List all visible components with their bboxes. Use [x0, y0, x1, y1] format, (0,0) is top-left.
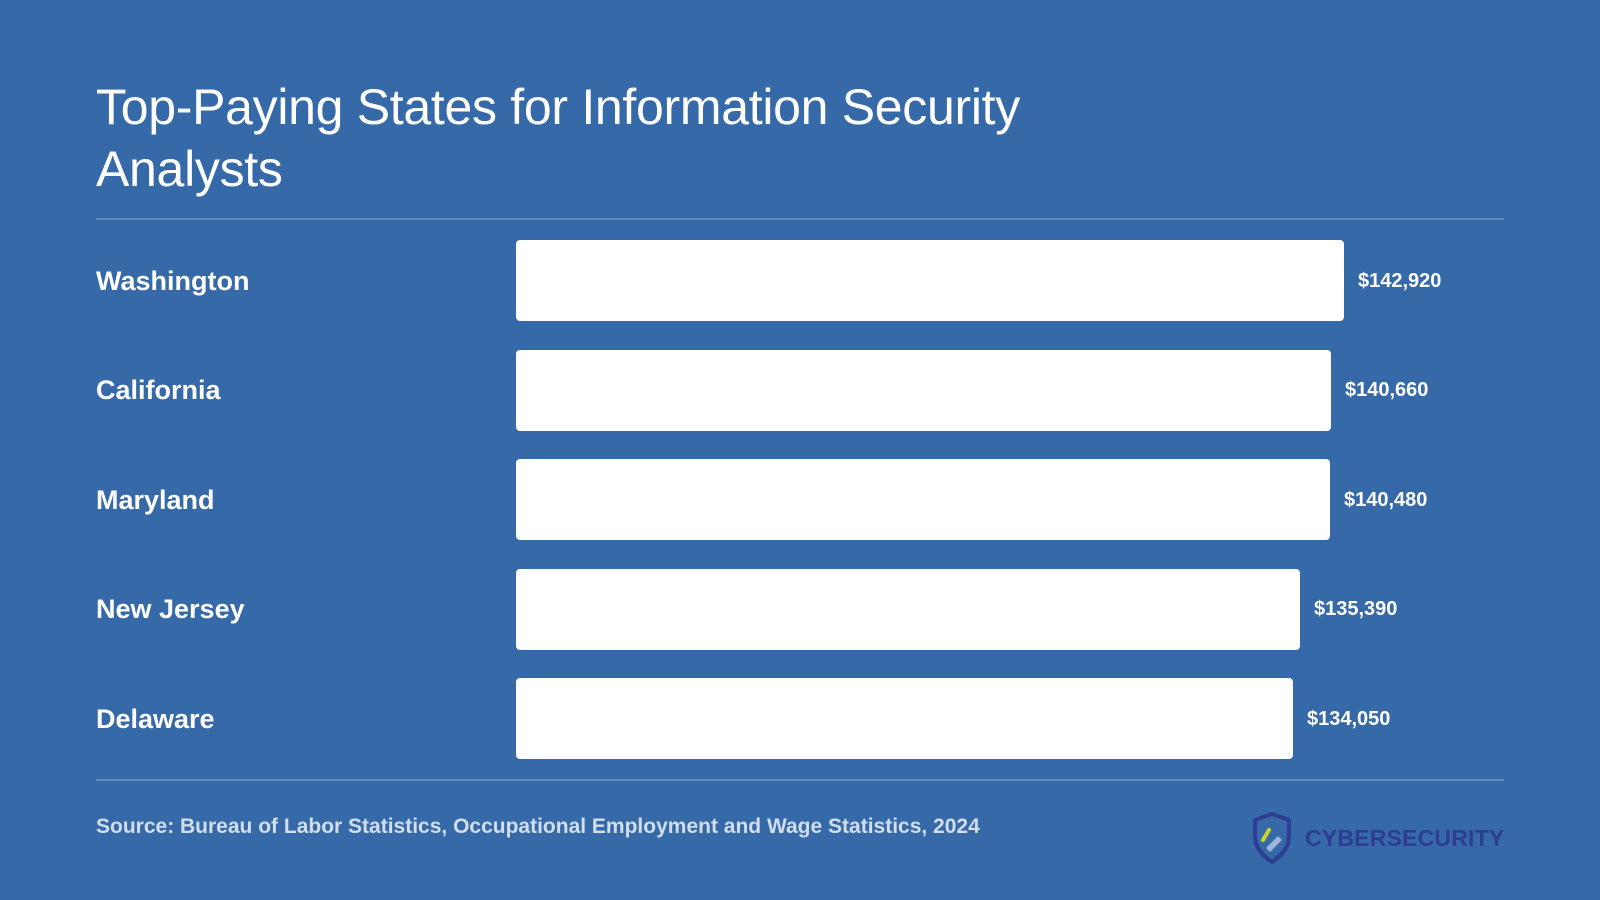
bar-value-label: $135,390: [1314, 598, 1398, 620]
category-label: Maryland: [96, 484, 215, 515]
shield-icon: [1249, 812, 1295, 864]
category-label: Delaware: [96, 703, 215, 734]
bar-value-label: $142,920: [1358, 269, 1442, 292]
chart-title: Top-Paying States for Information Security Analysts: [96, 79, 1020, 197]
bar-value-label: $140,480: [1344, 488, 1428, 511]
bottom-divider: [96, 779, 1504, 781]
category-label: California: [96, 375, 221, 405]
bar: [516, 678, 1293, 759]
logo-text: CYBERSECURITY: [1305, 824, 1505, 851]
category-label: New Jersey: [96, 594, 245, 624]
brand-logo: [1249, 812, 1504, 864]
source-note: Source: Bureau of Labor Statistics, Occupational Employment and Wage Statistics, 2024: [96, 815, 980, 838]
bar: [516, 240, 1344, 321]
bar: [516, 350, 1331, 431]
bar-value-label: $134,050: [1307, 707, 1391, 730]
bar-value-label: $140,660: [1345, 379, 1429, 401]
bar: [516, 569, 1300, 650]
bar: [516, 459, 1330, 540]
category-label: Washington: [96, 265, 250, 296]
